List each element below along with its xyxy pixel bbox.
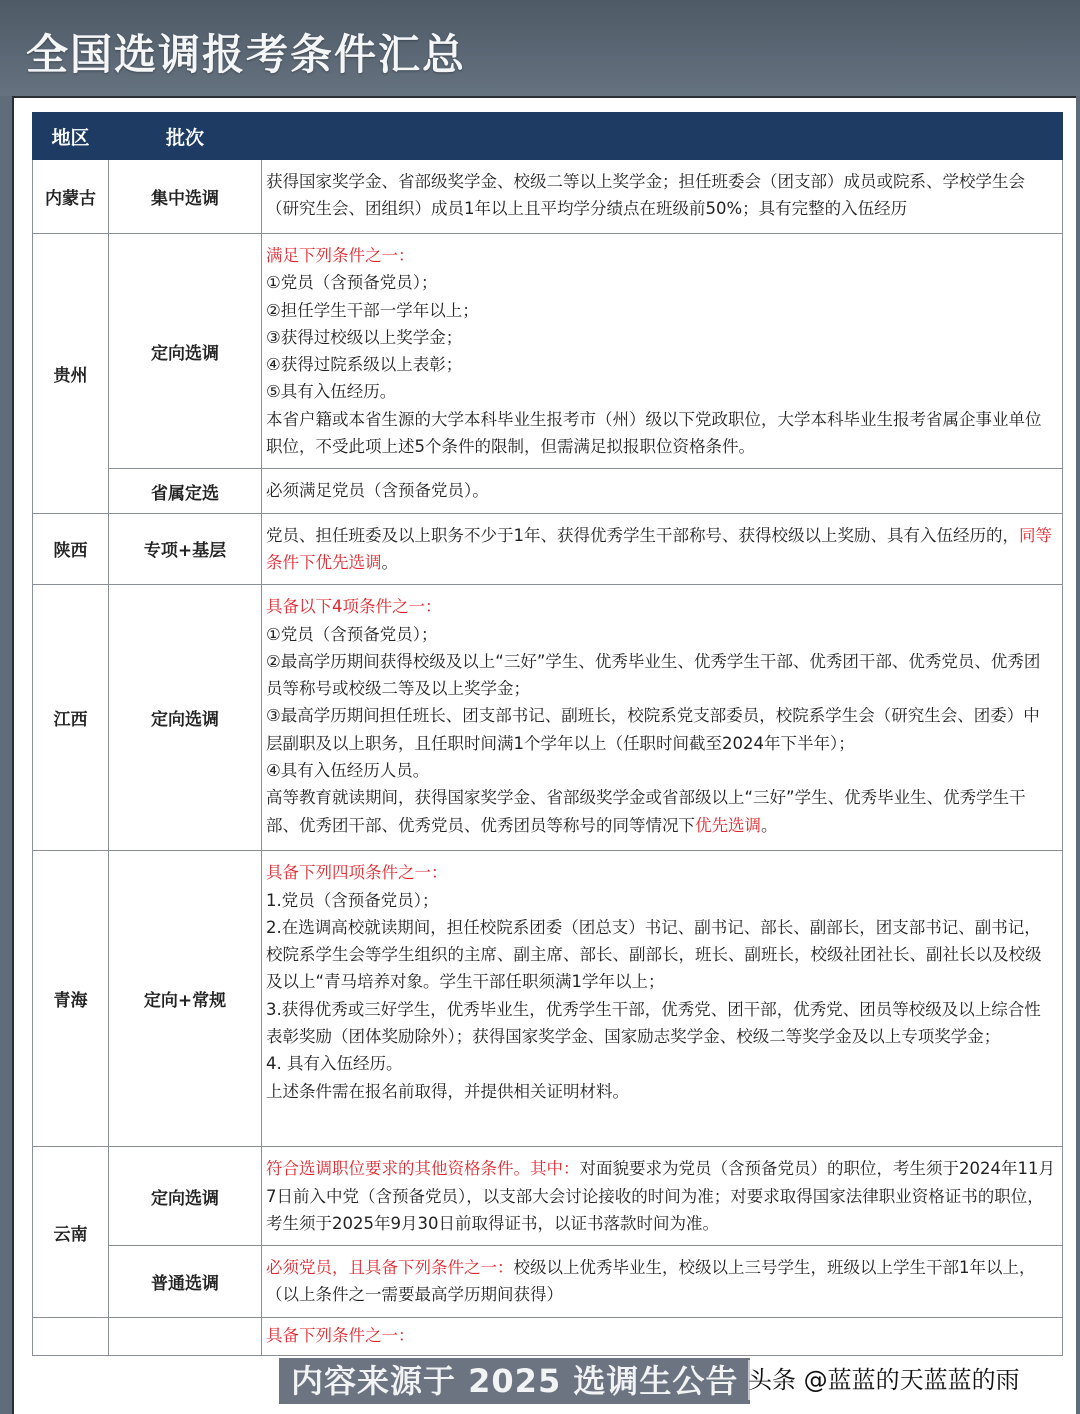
batch-cell: 定向选调 <box>109 585 262 851</box>
condition-item: 1.党员（含预备党员）； <box>266 890 439 910</box>
batch-cell: 专项+基层 <box>109 513 262 585</box>
condition-cell <box>262 1246 1063 1318</box>
title-bar <box>0 0 1080 96</box>
condition-cell <box>262 585 1063 851</box>
table-row <box>33 469 1063 513</box>
condition-item: ②最高学历期间获得校级及以上“三好”学生、优秀毕业生、优秀学生干部、优秀团干部、优秀党员、优秀团员等称号或校级二等及以上奖学金； <box>266 651 1041 699</box>
condition-item: ④获得过院系级以上表彰； <box>266 355 463 375</box>
condition-note <box>266 784 1056 839</box>
condition-note: 本省户籍或本省生源的大学本科毕业生报考市（州）级以下党政职位，大学本科毕业生报考省属企事业单位职位，不受此项上述5个条件的限制，但需满足拟报职位资格条件。 <box>266 409 1042 457</box>
condition-item: ④具有入伍经历人员。 <box>266 761 430 781</box>
condition-cell <box>262 513 1063 585</box>
condition-item: ①党员（含预备党员）； <box>266 624 438 644</box>
batch-cell: 定向+常规 <box>109 851 262 1147</box>
table-header-row <box>33 113 1063 160</box>
condition-item: ③获得过校级以上奖学金； <box>266 327 463 347</box>
table-row <box>33 585 1063 851</box>
conditions-table <box>32 112 1063 1356</box>
region-cell: 云南 <box>33 1147 109 1318</box>
condition-text: 党员、担任班委及以上职务不少于1年、获得优秀学生干部称号、获得校级以上奖励、具有入伍经历的， <box>266 525 1019 545</box>
condition-text: 必须满足党员（含预备党员）。 <box>266 481 489 501</box>
author-credit: 头条 @蓝蓝的天蓝蓝的雨 <box>748 1360 1020 1400</box>
batch-cell: 定向选调 <box>109 1147 262 1246</box>
table-row <box>33 1147 1063 1246</box>
region-cell: 贵州 <box>33 234 109 514</box>
condition-cell <box>262 851 1063 1147</box>
condition-item: ③最高学历期间担任班长、团支部书记、副班长，校院系党支部委员，校院系学生会（研究生会、团委）中层副职及以上职务，且任职时间满1个学年以上（任职时间截至2024年下半年）； <box>266 706 1040 753</box>
table-row <box>33 160 1063 234</box>
batch-cell <box>109 1318 262 1356</box>
condition-item: 4. 具有入伍经历。 <box>266 1054 403 1074</box>
note-tail: 。 <box>761 815 778 835</box>
batch-cell: 普通选调 <box>109 1246 262 1318</box>
header-conditions <box>262 113 1063 160</box>
condition-item: ⑤具有入伍经历。 <box>266 382 397 402</box>
condition-text: 校级以上优秀毕业生，校级以上三号学生，班级以上学生干部1年以上，（以上条件之一需要最高学历期间获得） <box>266 1258 1036 1305</box>
batch-cell: 定向选调 <box>109 234 262 469</box>
requirement-highlight: 必须党员，且具备下列条件之一： <box>266 1258 514 1278</box>
header-region: 地区 <box>33 113 109 160</box>
table-row <box>33 851 1063 1147</box>
region-cell: 内蒙古 <box>33 160 109 234</box>
condition-cell <box>262 1147 1063 1246</box>
condition-item: ①党员（含预备党员）； <box>266 273 438 293</box>
header-batch: 批次 <box>109 113 262 160</box>
condition-text: 获得国家奖学金、省部级奖学金、校级二等以上奖学金；担任班委会（团支部）成员或院系、学校学生会（研究生会、团组织）成员1年以上且平均学分绩点在班级前50%；具有完整的入伍经历 <box>266 172 1025 219</box>
note-text: 高等教育就读期间，获得国家奖学金、省部级奖学金或省部级以上“三好”学生、优秀毕业生、优秀学生干部、优秀团干部、优秀党员、优秀团员等称号的同等情况下 <box>266 788 1026 835</box>
condition-lead: 具备以下4项条件之一： <box>266 597 442 617</box>
requirement-highlight: 符合选调职位要求的其他资格条件。其中： <box>266 1159 580 1179</box>
condition-cell <box>262 234 1063 469</box>
condition-tail: 。 <box>381 552 398 572</box>
document-sheet <box>12 96 1076 1414</box>
condition-item: ②担任学生干部一学年以上； <box>266 300 479 320</box>
priority-highlight: 优先选调 <box>695 815 761 835</box>
source-banner: 内容来源于 2025 选调生公告 <box>279 1358 750 1404</box>
region-cell <box>33 1318 109 1356</box>
condition-text: 对面貌要求为党员（含预备党员）的职位，考生须于2024年11月7日前入中党（含预备党员），以支部大会讨论接收的时间为准；对要求取得国家法律职业资格证书的职位，考生须于2025年9月30日前取得证书，以证书落款时间为准。 <box>266 1159 1055 1233</box>
condition-cell <box>262 160 1063 234</box>
condition-lead: 具备下列条件之一： <box>266 1326 415 1346</box>
batch-cell: 集中选调 <box>109 160 262 234</box>
region-cell: 江西 <box>33 585 109 851</box>
page-title: 全国选调报考条件汇总 <box>26 30 467 79</box>
condition-cell <box>262 1318 1063 1356</box>
table-row <box>33 234 1063 469</box>
table-row <box>33 1246 1063 1318</box>
condition-item: 2.在选调高校就读期间，担任校院系团委（团总支）书记、副书记、部长、副部长，团支部书记、副书记，校院系学生会等学生组织的主席、副主席、部长、副部长，班长、副班长，校级社团社长、副社长以及校级及以上“青马培养对象。学生干部任职须满1学年以上； <box>266 917 1042 992</box>
region-cell: 青海 <box>33 851 109 1147</box>
region-cell: 陕西 <box>33 513 109 585</box>
condition-note: 上述条件需在报名前取得，并提供相关证明材料。 <box>266 1081 629 1101</box>
batch-cell: 省属定选 <box>109 469 262 513</box>
condition-cell <box>262 469 1063 513</box>
condition-item: 3.获得优秀或三好学生，优秀毕业生，优秀学生干部，优秀党、团干部，优秀党、团员等校级及以上综合性表彰奖励（团体奖励除外）；获得国家奖学金、国家励志奖学金、校级二等奖学金及以上专项奖学金； <box>266 999 1041 1047</box>
table-row <box>33 513 1063 585</box>
condition-lead: 满足下列条件之一： <box>266 246 415 265</box>
table-row <box>33 1318 1063 1356</box>
priority-highlight: 同等条件下优先选调 <box>266 525 1052 572</box>
condition-lead: 具备下列四项条件之一： <box>266 863 448 883</box>
